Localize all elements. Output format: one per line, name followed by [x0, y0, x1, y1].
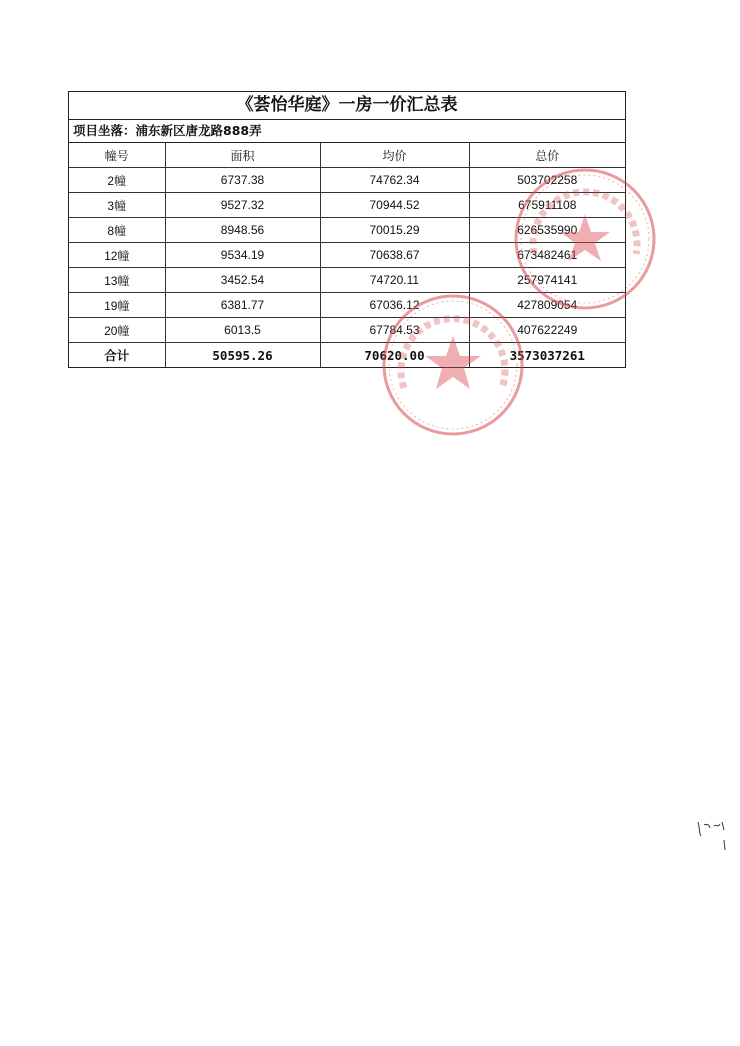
cell-avg-price: 67036.12 — [320, 293, 469, 318]
cell-area: 9527.32 — [165, 193, 320, 218]
cell-total-price: 503702258 — [469, 168, 625, 193]
header-building: 幢号 — [69, 143, 165, 168]
cell-avg-price: 67784.53 — [320, 318, 469, 343]
total-avg-price: 70620.00 — [320, 343, 469, 368]
cell-avg-price: 70638.67 — [320, 243, 469, 268]
table-row — [69, 293, 625, 318]
cell-area: 8948.56 — [165, 218, 320, 243]
header-total-price: 总价 — [469, 143, 625, 168]
header-area: 面积 — [165, 143, 320, 168]
table-row — [69, 168, 625, 193]
cell-building: 8幢 — [69, 218, 165, 243]
cell-building: 19幢 — [69, 293, 165, 318]
cell-avg-price: 70015.29 — [320, 218, 469, 243]
cell-building: 3幢 — [69, 193, 165, 218]
table-header-row — [69, 143, 625, 168]
table-row — [69, 268, 625, 293]
cell-total-price: 257974141 — [469, 268, 625, 293]
cell-area: 6013.5 — [165, 318, 320, 343]
cell-area: 9534.19 — [165, 243, 320, 268]
cell-avg-price: 74720.11 — [320, 268, 469, 293]
price-table — [69, 143, 625, 367]
project-location: 项目坐落：浦东新区唐龙路888弄 — [69, 120, 625, 143]
cell-total-price: 675911108 — [469, 193, 625, 218]
summary-sheet — [68, 91, 626, 368]
total-price: 3573037261 — [469, 343, 625, 368]
cell-area: 3452.54 — [165, 268, 320, 293]
table-row — [69, 243, 625, 268]
cell-building: 12幢 — [69, 243, 165, 268]
cell-avg-price: 74762.34 — [320, 168, 469, 193]
cell-building: 2幢 — [69, 168, 165, 193]
table-row — [69, 218, 625, 243]
document-title: 《荟怡华庭》一房一价汇总表 — [69, 92, 625, 120]
total-area: 50595.26 — [165, 343, 320, 368]
table-row — [69, 193, 625, 218]
cell-total-price: 626535990 — [469, 218, 625, 243]
cell-building: 20幢 — [69, 318, 165, 343]
cell-total-price: 427809054 — [469, 293, 625, 318]
table-row — [69, 318, 625, 343]
total-label: 合计 — [69, 343, 165, 368]
cell-total-price: 673482461 — [469, 243, 625, 268]
cell-area: 6381.77 — [165, 293, 320, 318]
cell-total-price: 407622249 — [469, 318, 625, 343]
cell-building: 13幢 — [69, 268, 165, 293]
total-row — [69, 343, 625, 368]
cell-area: 6737.38 — [165, 168, 320, 193]
header-avg-price: 均价 — [320, 143, 469, 168]
cell-avg-price: 70944.52 — [320, 193, 469, 218]
handwritten-mark — [694, 816, 734, 856]
